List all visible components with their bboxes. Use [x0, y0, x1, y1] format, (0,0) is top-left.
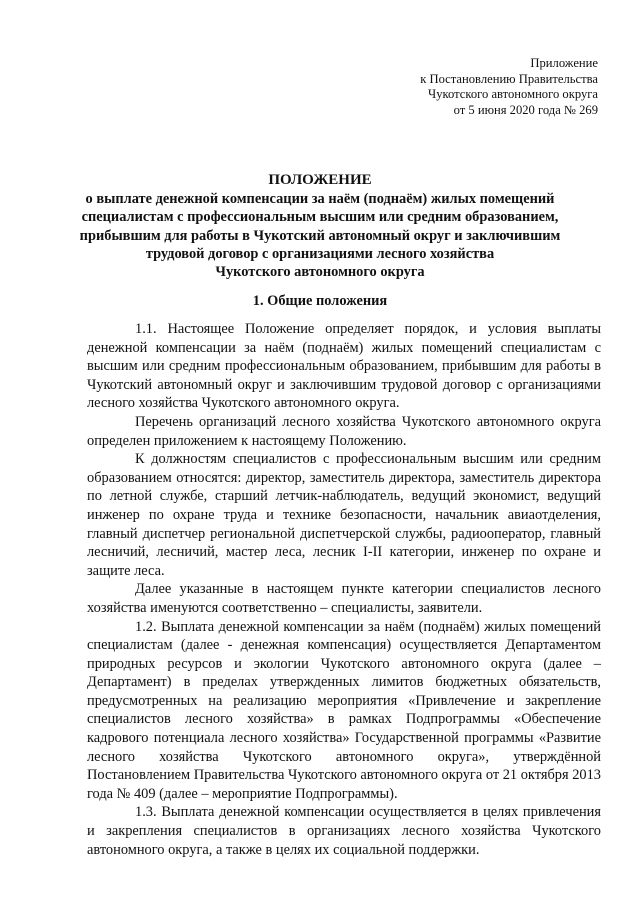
title-line-2: специалистам с профессиональным высшим или средним образованием,: [81, 209, 559, 226]
paragraph-1-3: 1.3. Выплата денежной компенсации осуществляется в целях привлечения и закрепления специалистов в организациях лесного хозяйства Чукотского автономного округа, а также в целях их социальной поддержки.: [87, 804, 601, 858]
appendix-header: [298, 56, 598, 118]
paragraph-1-2: 1.2. Выплата денежной компенсации за наём (поднаём) жилых помещений специалистам (далее - денежная компенсация) осуществляется Департаментом природных ресурсов и экологии Чукотского автономного округа (далее – Департамент) в пределах утвержденных лимитов бюджетных обязательств, предусмотренных на реализацию мероприятия «Привлечение и закрепление специалистов лесного хозяйства» в рамках Подпрограммы «Обеспечение кадрового потенциала лесного хозяйства» Государственной программы «Развитие лесного хозяйства Чукотского автономного округа», утверждённой Постановлением Правительства Чукотского автономного округа от 21 октября 2013 года № 409 (далее – мероприятие Подпрограммы).: [87, 618, 601, 802]
paragraph-positions: К должностям специалистов с профессиональным высшим или средним образованием относятся: директор, заместитель директора, заместитель директора по летной службе, старший летчик-наблюдатель, ведущий экономист, ведущий инженер по охране труда и технике безопасности, начальник авиаотделения, главный диспетчер региональной диспетчерской службы, радиооператор, главный лесничий, лесничий, мастер леса, лесник I-II категории, инженер по охране и защите леса.: [87, 451, 601, 579]
title-line-1: о выплате денежной компенсации за наём (поднаём) жилых помещений: [85, 191, 555, 208]
title-line-5: Чукотского автономного округа: [215, 264, 425, 281]
paragraph-organizations-list: Перечень организаций лесного хозяйства Чукотского автономного округа определен приложением к настоящему Положению.: [87, 413, 601, 449]
title-heading: ПОЛОЖЕНИЕ: [268, 172, 372, 188]
appendix-line-2: к Постановлению Правительства: [420, 71, 598, 86]
appendix-line-4: от 5 июня 2020 года № 269: [453, 102, 598, 117]
title-line-4: трудовой договор с организациями лесного хозяйства: [145, 245, 495, 262]
title-line-3: прибывшим для работы в Чукотский автономный округ и заключившим: [79, 227, 561, 244]
paragraph-1-1: 1.1. Настоящее Положение определяет порядок, и условия выплаты денежной компенсации за наём (поднаём) жилых помещений специалистам с высшим или средним профессиональным образованием, прибывшим для работы в Чукотский автономный округ и заключившим трудовой договор с организациями лесного хозяйства Чукотского автономного округа.: [87, 321, 601, 412]
appendix-line-1: Приложение: [530, 56, 598, 70]
document-body: [87, 320, 601, 859]
document-title: [40, 171, 600, 281]
appendix-line-3: Чукотского автономного округа: [428, 87, 598, 101]
section-title: 1. Общие положения: [252, 293, 388, 309]
paragraph-definitions: Далее указанные в настоящем пункте категории специалистов лесного хозяйства именуются соответственно – специалисты, заявители.: [87, 581, 601, 616]
